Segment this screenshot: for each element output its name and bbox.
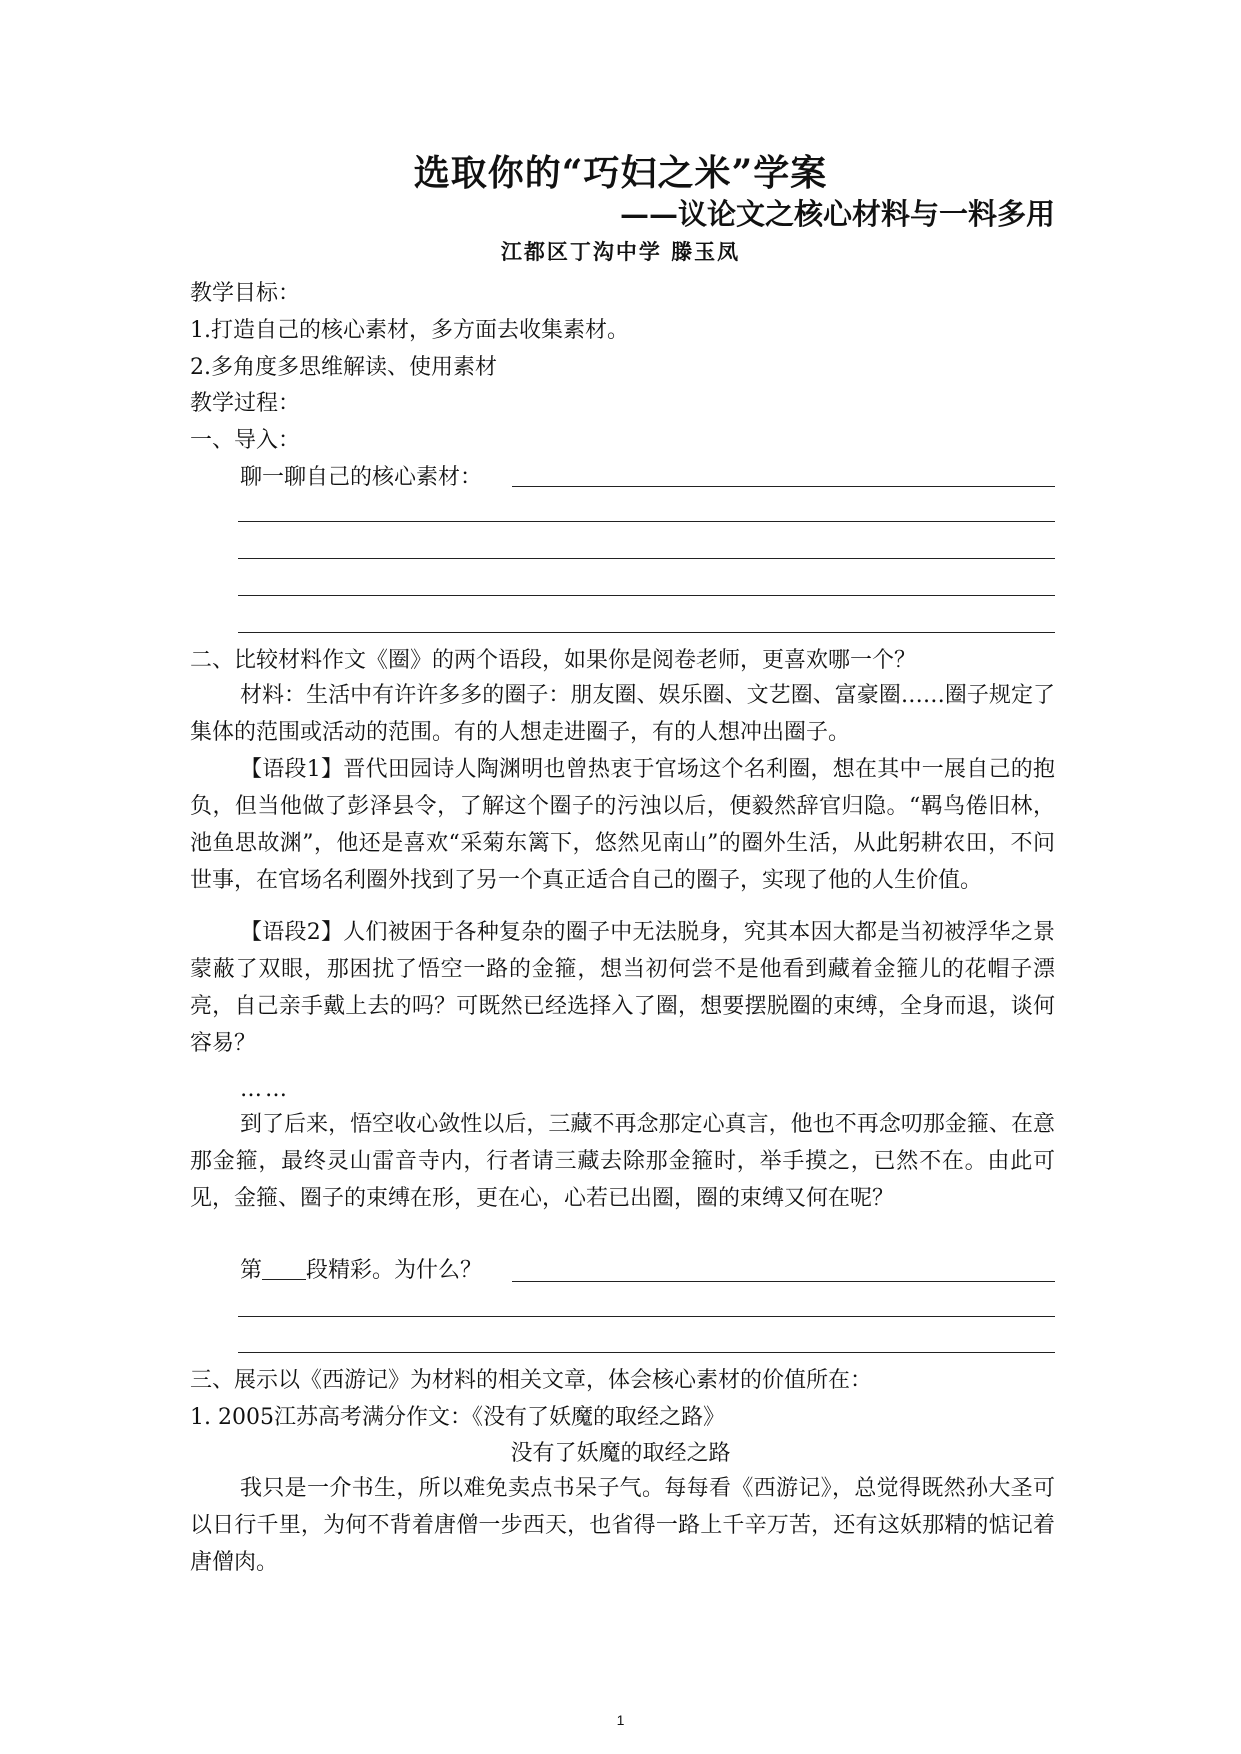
section-3-item-1: 1. 2005江苏高考满分作文：《没有了妖魔的取经之路》 [190, 1405, 725, 1430]
goal-2: 2.多角度多思维解读、使用素材 [190, 355, 497, 380]
answer-line-1[interactable] [512, 486, 1055, 487]
goals-heading: 教学目标： [190, 281, 301, 306]
document-subtitle: ——议论文之核心材料与一料多用 [619, 197, 1055, 231]
answer-line-4[interactable] [238, 595, 1055, 596]
passage-1: 【语段1】晋代田园诗人陶渊明也曾热衷于官场这个名利圈，想在其中一展自己的抱负，但当他做了彭泽县令，了解这个圈子的污浊以后，便毅然辞官归隐。“羁鸟倦旧林，池鱼思故渊”，他还是喜欢“采菊东篱下，悠然见南山”的圈外生活，从此躬耕农田，不问世事，在官场名利圈外找到了另一个真正适合自己的圈子，实现了他的人生价值。 [190, 757, 1055, 893]
process-heading: 教学过程： [190, 391, 301, 416]
passage-number-blank[interactable] [262, 1257, 306, 1280]
section-3-heading: 三、展示以《西游记》为材料的相关文章，体会核心素材的价值所在： [190, 1368, 873, 1393]
answer-line-3[interactable] [238, 558, 1055, 559]
essay-title: 没有了妖魔的取经之路 [510, 1441, 731, 1466]
section-2-heading: 二、比较材料作文《圈》的两个语段，如果你是阅卷老师，更喜欢哪一个？ [190, 648, 917, 673]
answer-line-5[interactable] [238, 632, 1055, 633]
page-number: 1 [616, 1712, 625, 1728]
ellipsis: …… [240, 1077, 290, 1102]
author-line: 江都区丁沟中学 滕玉凤 [500, 239, 741, 264]
answer-line-2[interactable] [238, 521, 1055, 522]
answer-line-6[interactable] [512, 1281, 1055, 1282]
section-1-heading: 一、导入： [190, 428, 301, 453]
passage-3: 到了后来，悟空收心敛性以后，三藏不再念那定心真言，他也不再念叨那金箍、在意那金箍，最终灵山雷音寺内，行者请三藏去除那金箍时，举手摸之，已然不在。由此可见，金箍、圈子的束缚在形，更在心，心若已出圈，圈的束缚又何在呢？ [190, 1112, 1055, 1211]
passage-2: 【语段2】人们被困于各种复杂的圈子中无法脱身，究其本因大都是当初被浮华之景蒙蔽了双眼，那困扰了悟空一路的金箍，想当初何尝不是他看到藏着金箍儿的花帽子漂亮，自己亲手戴上去的吗？可既然已经选择入了圈，想要摆脱圈的束缚，全身而退，谈何容易？ [190, 920, 1055, 1056]
document-title: 选取你的“巧妇之米”学案 [413, 152, 828, 194]
section-1-prompt: 聊一聊自己的核心素材： [240, 465, 483, 490]
question-line [240, 1253, 482, 1284]
question-suffix: 段精彩。为什么？ [306, 1258, 483, 1283]
answer-line-8[interactable] [238, 1352, 1055, 1353]
question-prefix: 第 [240, 1258, 263, 1283]
answer-line-7[interactable] [238, 1316, 1055, 1317]
goal-1: 1.打造自己的核心素材，多方面去收集素材。 [190, 318, 629, 343]
essay-paragraph: 我只是一介书生，所以难免卖点书呆子气。每每看《西游记》，总觉得既然孙大圣可以日行千里，为何不背着唐僧一步西天，也省得一路上千辛万苦，还有这妖那精的惦记着唐僧肉。 [190, 1476, 1055, 1575]
material-paragraph: 材料：生活中有许许多多的圈子：朋友圈、娱乐圈、文艺圈、富豪圈……圈子规定了集体的范围或活动的范围。有的人想走进圈子，有的人想冲出圈子。 [190, 683, 1055, 745]
